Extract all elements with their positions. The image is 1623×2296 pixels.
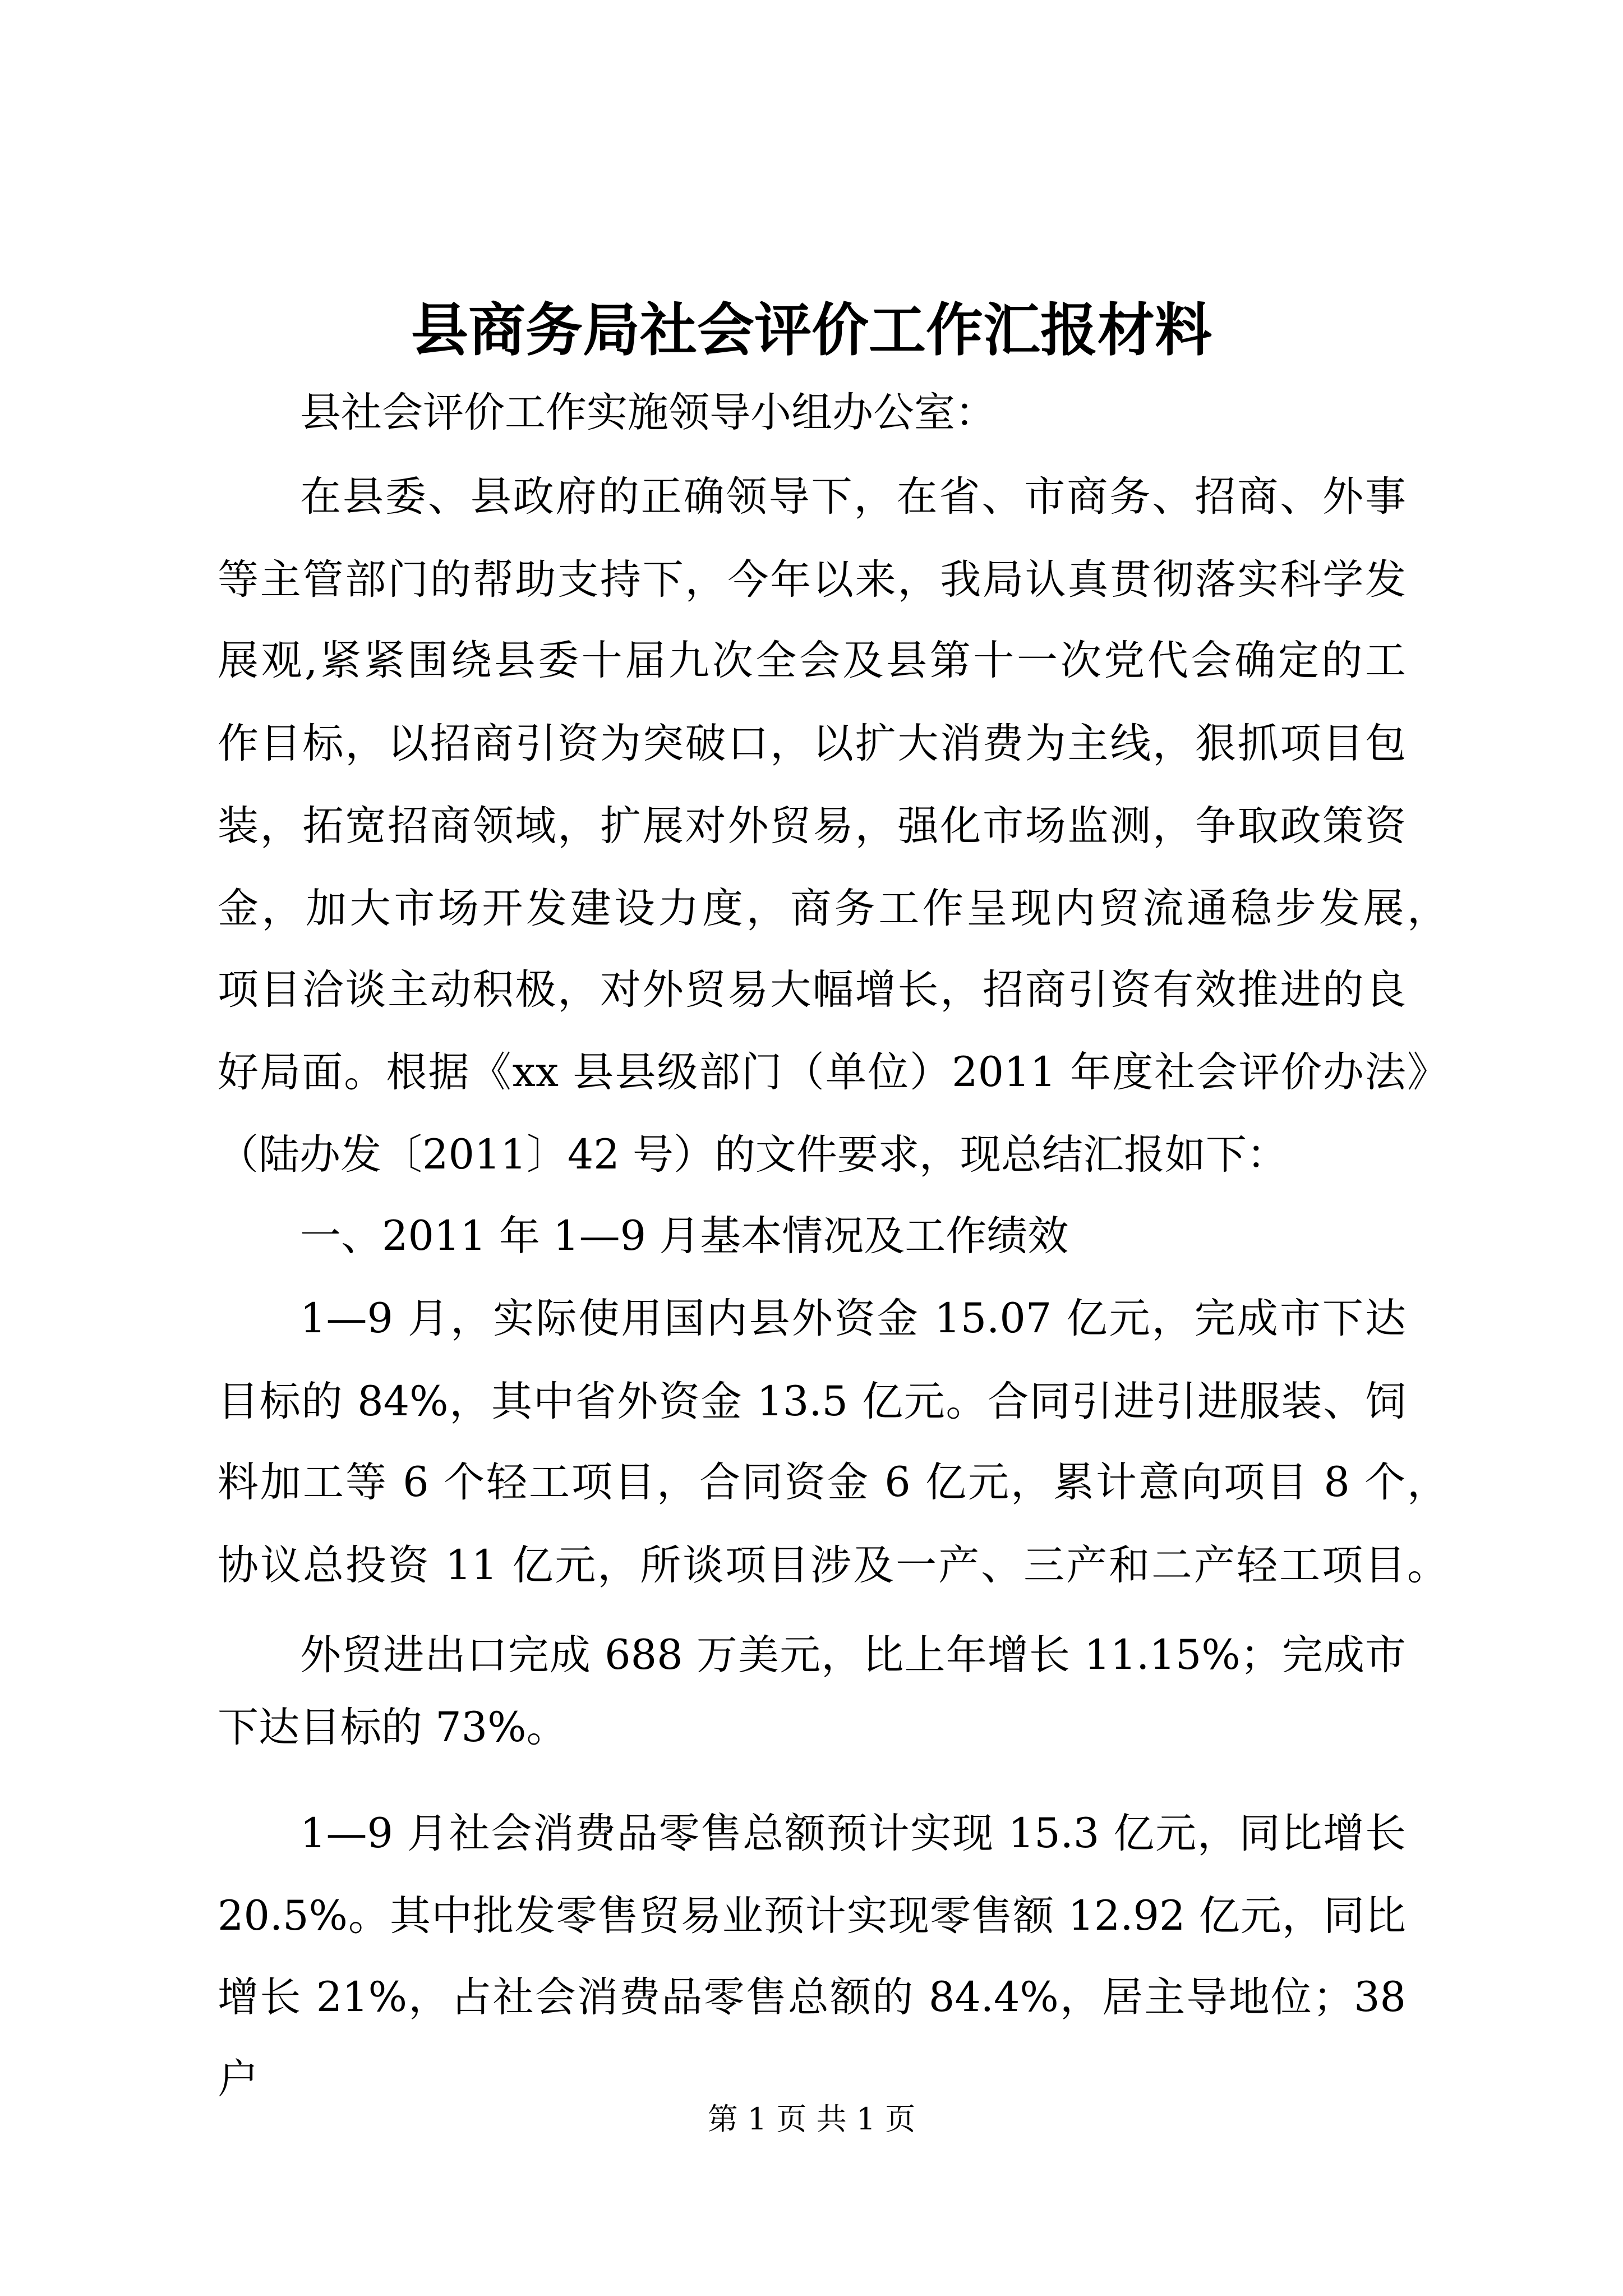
paragraph-line: 金，加大市场开发建设力度，商务工作呈现内贸流通稳步发展， [218,885,1448,932]
paragraph-line: 展观,紧紧围绕县委十届九次全会及县第十一次党代会确定的工 [218,637,1406,684]
paragraph-line: 外贸进出口完成 688 万美元，比上年增长 11.15%；完成市 [300,1631,1406,1679]
paragraph-line: 好局面。根据《xx 县县级部门（单位）2011 年度社会评价办法》 [218,1048,1448,1096]
paragraph-line: 等主管部门的帮助支持下，今年以来，我局认真贯彻落实科学发 [218,556,1406,604]
paragraph-line: 协议总投资 11 亿元，所谈项目涉及一产、三产和二产轻工项目。 [218,1542,1448,1589]
paragraph-line: 项目洽谈主动积极，对外贸易大幅增长，招商引资有效推进的良 [218,966,1406,1014]
paragraph-line: 20.5%。其中批发零售贸易业预计实现零售额 12.92 亿元，同比 [218,1892,1406,1940]
paragraph-line: 1—9 月，实际使用国内县外资金 15.07 亿元，完成市下达 [300,1295,1406,1342]
paragraph-line: 在县委、县政府的正确领导下，在省、市商务、招商、外事 [300,473,1406,521]
paragraph-line: 1—9 月社会消费品零售总额预计实现 15.3 亿元，同比增长 [300,1810,1406,1857]
paragraph-line: 目标的 84%，其中省外资金 13.5 亿元。合同引进引进服装、饲 [218,1378,1406,1425]
paragraph-line: 装，拓宽招商领域，扩展对外贸易，强化市场监测，争取政策资 [218,802,1406,850]
paragraph-line: 作目标，以招商引资为突破口，以扩大消费为主线，狠抓项目包 [218,720,1406,767]
paragraph-line: （陆办发〔2011〕42 号）的文件要求，现总结汇报如下： [218,1131,1288,1179]
document-title: 县商务局社会评价工作汇报材料 [411,297,1212,364]
section-heading-line: 一、2011 年 1—9 月基本情况及工作绩效 [300,1212,1069,1260]
paragraph-line: 料加工等 6 个轻工项目，合同资金 6 亿元，累计意向项目 8 个， [218,1458,1448,1506]
paragraph-line: 县社会评价工作实施领导小组办公室： [300,389,996,436]
paragraph-line: 增长 21%，占社会消费品零售总额的 84.4%，居主导地位；38 户 [218,1973,1406,2103]
paragraph-line: 下达目标的 73%。 [218,1704,568,1751]
page-footer: 第 1 页 共 1 页 [707,2101,916,2137]
